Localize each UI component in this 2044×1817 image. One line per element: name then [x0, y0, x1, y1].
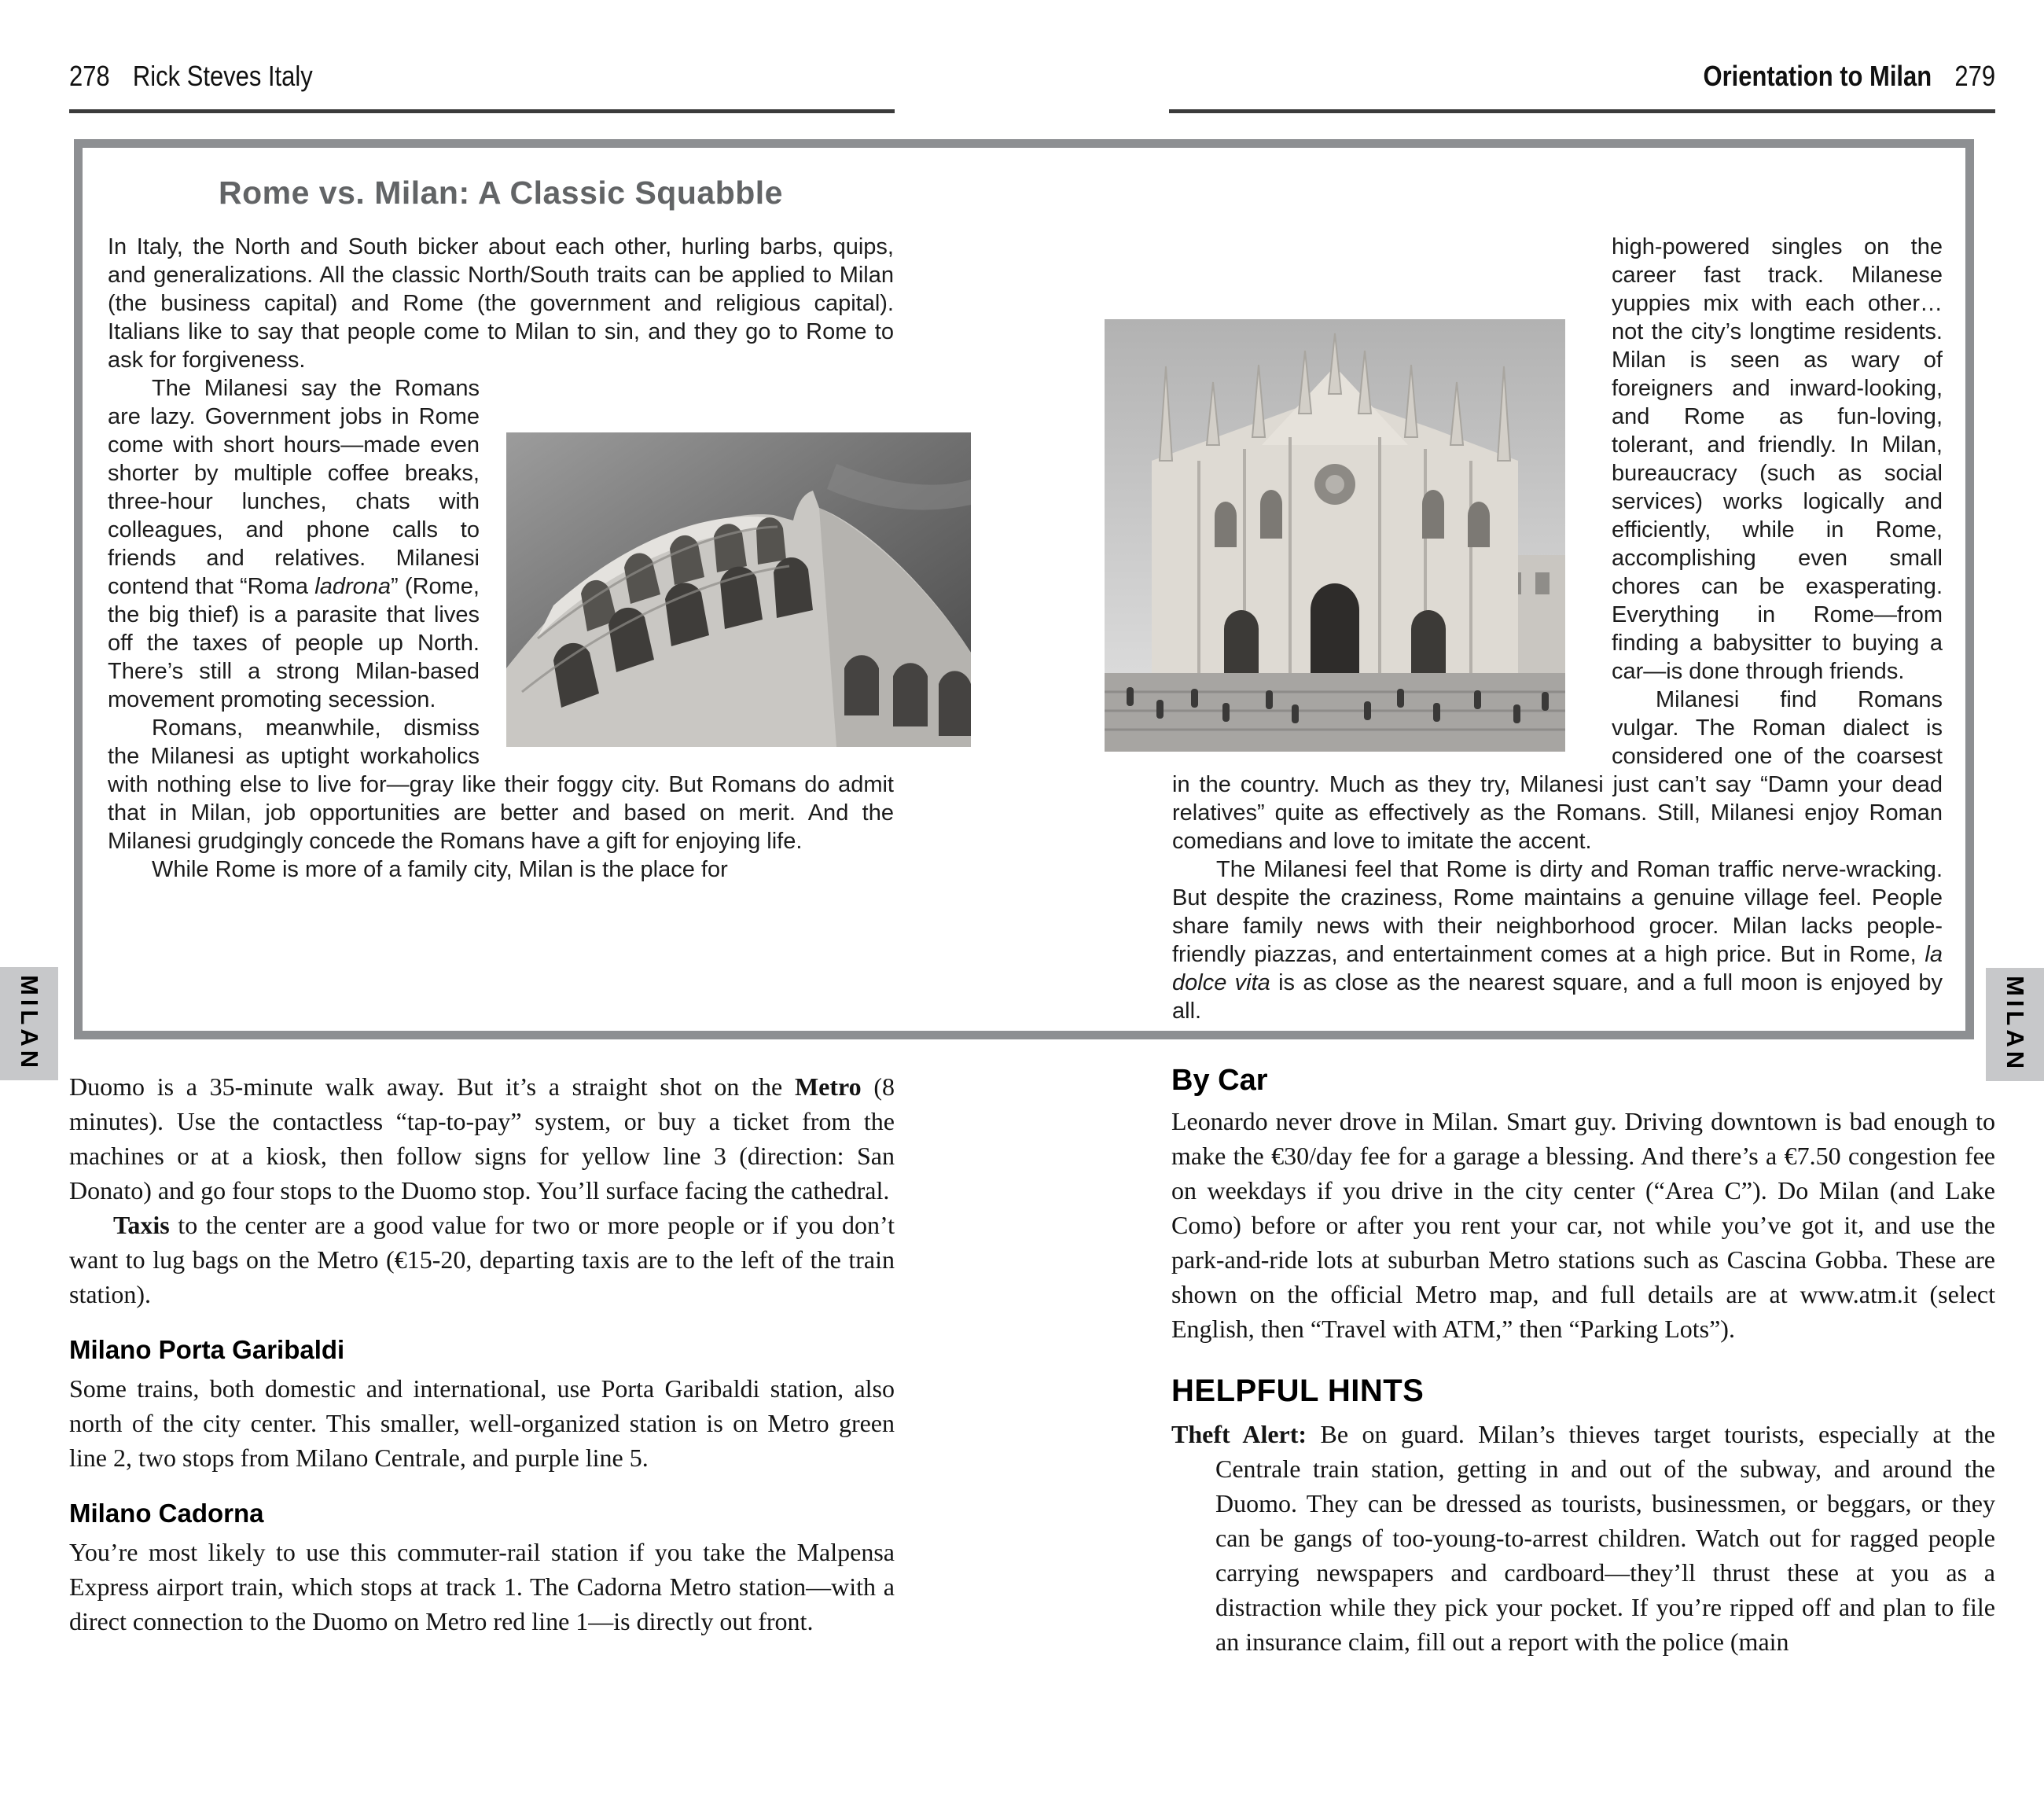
paragraph: Romans, meanwhile, dismiss the Milanesi as uptight workaholics with nothing else to live for—gray like their foggy city. But Romans do admit that in Milan, job opportunities are better and based on merit. And the Milanesi grudgingly concede the Romans have a gift for enjoying life. [108, 715, 894, 854]
paragraph-theft-alert: Theft Alert: Be on guard. Milan’s thieves target tourists, especially at the Centrale train station, getting in and out of the subway, and around the Duomo. They can be dressed as tourists, businessmen, or beggars, or they can be gangs of too-young-to-arrest children. Watch out for ragged people carrying newspapers and cardboard—they’ll thrust these at you as a distraction while they pick your pocket. If you’re ripped off and plan to file an insurance claim, fill out a report with the police (main [1171, 1420, 1996, 1656]
heading-milano-cadorna: Milano Cadorna [69, 1499, 264, 1528]
paragraph: high-powered singles on the career fast track. Milanese yuppies mix with each other…not the city’s longtime residents. Milan is seen as wary of foreigners and inward-looking, and Rome as fun-loving, tolerant, and friendly. In Milan, bureaucracy (such as social services) works logically and efficiently, while in Rome, accomplishing even small chores can be exasperating. Everything in Rome—from finding a babysitter to buying a car—is done through friends. [1172, 233, 1943, 686]
header-rule-left [69, 109, 895, 113]
header-rule-right [1169, 109, 1995, 113]
paragraph: The Milanesi say the Romans are lazy. Government jobs in Rome come with short hours—made even shorter by multiple coffee breaks, three-hour lunches, chats with colleagues, and phone calls to friends and relatives. Milanesi contend that “Roma ladrona” (Rome, the big thief) is a parasite that lives off the taxes of people up North. There’s still a strong Milan-based movement promoting secession. [108, 374, 894, 714]
page-number-right: 279 [1954, 60, 1995, 92]
paragraph-by-car: Leonardo never drove in Milan. Smart guy. Driving downtown is bad enough to make the €30/day fee for a garage a blessing. And there’s a €7.50 congestion fee on weekdays if you drive in the city center (“Area C”). Do Milan (and Lake Como) before or after you rent your car, not while you’ve got it, and use the park-and-ride lots at suburban Metro stations such as Cascina Gobba. These are shown on the official Metro map, and full details are at www.atm.it (select English, then “Travel with ATM,” then “Parking Lots”). [1171, 1107, 1995, 1343]
section-title: Orientation to Milan [1703, 60, 1932, 92]
heading-helpful-hints: HELPFUL HINTS [1171, 1374, 1425, 1408]
left-page-body [69, 1069, 895, 1639]
paragraph: The Milanesi feel that Rome is dirty and Roman traffic nerve-wracking. But despite the craziness, Rome maintains a genuine village feel. People share family news with their neighborhood grocer. Milan lacks people-friendly piazzas, and entertainment comes at a high price. But in Rome, la dolce vita is as close as the nearest square, and a full moon is enjoyed by all. [1172, 857, 1943, 1024]
paragraph: Milanesi find Romans vulgar. The Roman dialect is considered one of the coarsest in the country. Much as they try, Milanesi just can’t say “Damn your dead relatives” quite as effectively as the Romans. Still, Milanesi enjoy Roman comedians and love to imitate the accent. [1172, 687, 1943, 854]
milan-tab-left [0, 967, 58, 1080]
sidebar-title: Rome vs. Milan: A Classic Squabble [219, 175, 783, 211]
paragraph-garibaldi: Some trains, both domestic and international, use Porta Garibaldi station, also north of the city center. This smaller, well-organized station is on Metro green line 2, two stops from Milano Centrale, and purple line 5. [69, 1374, 895, 1472]
sidebar-column-right [1172, 233, 1943, 1025]
milan-duomo-photo [1105, 319, 1565, 752]
heading-by-car: By Car [1171, 1064, 1268, 1097]
paragraph-cadorna: You’re most likely to use this commuter-rail station if you take the Malpensa Express airport train, which stops at track 1. The Cadorna Metro station—with a direct connection to the Duomo on Metro red line 1—is directly out front. [69, 1538, 895, 1635]
running-head-right [1171, 60, 1995, 93]
paragraph: In Italy, the North and South bicker about each other, hurling barbs, quips, and generalizations. All the classic North/South traits can be applied to Milan (the business capital) and Rome (the government and religious capital). Italians like to say that people come to Milan to sin, and they go to Rome to ask for forgiveness. [108, 234, 894, 373]
paragraph-metro: Duomo is a 35-minute walk away. But it’s a straight shot on the Metro (8 minutes). Use the contactless “tap-to-pay” system, or buy a ticket from the machines or at a kiosk, then follow signs for yellow line 3 (direction: San Donato) and go four stops to the Duomo stop. You’ll surface facing the cathedral. [69, 1072, 895, 1205]
paragraph-taxis: Taxis to the center are a good value for two or more people or if you don’t want to lug bags on the Metro (€15-20, departing taxis are to the left of the train station). [69, 1211, 895, 1308]
sidebar-box [74, 139, 1974, 1039]
heading-milano-porta-garibaldi: Milano Porta Garibaldi [69, 1335, 345, 1364]
book-title: Rick Steves Italy [132, 60, 313, 92]
running-head-left [69, 60, 352, 93]
sidebar-column-left [108, 233, 894, 884]
colosseum-photo [506, 432, 971, 747]
milan-tab-label: MILAN [2002, 976, 2029, 1073]
right-page-body [1171, 1063, 1995, 1659]
paragraph: While Rome is more of a family city, Milan is the place for [152, 857, 728, 882]
milan-tab-label: MILAN [16, 975, 43, 1072]
page-number-left: 278 [69, 60, 110, 92]
